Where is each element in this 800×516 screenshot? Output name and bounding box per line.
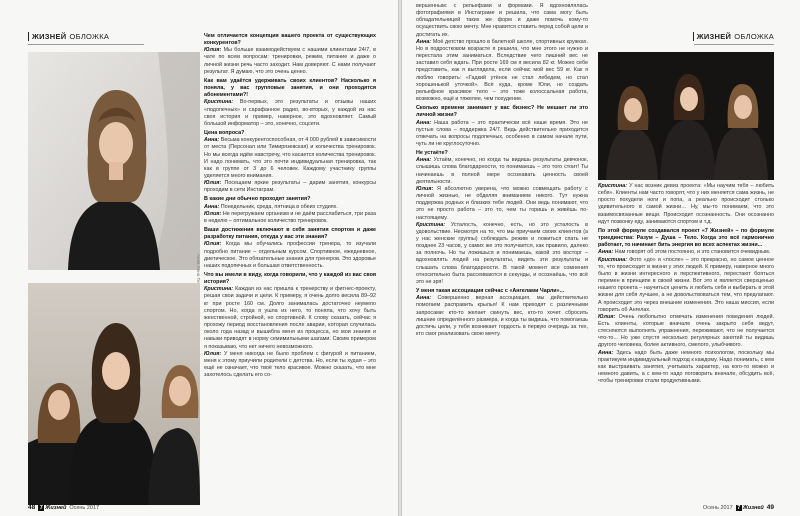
answer-paragraph — [416, 120, 588, 149]
speaker-name: Юлия: — [204, 241, 222, 248]
interview-question: Ваши достижения включают в себя занятия спортом и даже разработку питания, откуда у вас эти знания? — [204, 227, 376, 241]
answer-paragraph — [598, 350, 774, 386]
section-name: ЖИЗНЕЙ — [32, 32, 67, 41]
answer-text: Во-первых, это результаты и отзывы наших «подопечных» и сарафанное радио, во-вторых, у каждой из нас своя история и пример, наверное, это вдохновляет. Самый большой информатор – это, конечно, соцсети. — [204, 99, 376, 127]
page-footer — [703, 504, 774, 511]
answer-paragraph — [204, 211, 376, 225]
speaker-name: Юлия: — [204, 47, 222, 54]
header-divider — [28, 32, 29, 41]
speaker-name: Юлия: — [204, 350, 222, 357]
answer-text: Очень любопытно отмечать изменения поведения людей. Есть клиенты, которые вначале очень закрыто себя ведут, стесняются выполнять упражнения, переживают, что не получается что-то... Но уже спустя несколько регулярных занятий ты видишь другого человека, более активного, смелого, улыбчивого. — [598, 313, 774, 349]
page-number: 49 — [766, 504, 774, 511]
left-page — [0, 0, 398, 516]
speaker-name: Юлия: — [598, 313, 616, 320]
answer-text: Весьма конкурентоспособная, от 4 000 рублей в зависимости от места (Персонал или Тимирязевская) и количества тренировок. Но мы всегда идём навстречу, что касается количества тренировок. И надо понимать, что это почти индивидуальная тренировка, так как в группе от 3 до 6 человек. Каждому участнику группы уделяется много внимания. — [204, 137, 376, 179]
answer-paragraph — [598, 249, 774, 256]
speaker-name: Юлия: — [416, 185, 434, 192]
answer-paragraph — [204, 47, 376, 76]
right-page — [402, 0, 800, 516]
answer-text: Усталость, конечно, есть, но это усталость в удовольствие. Несмотря на то, что мы приучаем своих клиентов (а у нас женские группы) соблюдать режим и ложиться спать не позднее 23 часов, у самих же это получается, как правило, далеко за полночь. Но ты ложишься и понимаешь, какой это восторг – вдохновлять людей на результаты, видеть эти результаты и слышать слова благодарности. В такой момент все сомнения относительно быта рассеиваются в секунды, и осознаёшь, что всё это не зря! — [416, 221, 588, 285]
page-number: 48 — [28, 504, 36, 511]
speaker-name: Юлия: — [204, 180, 222, 187]
interview-question: У меня такая ассоциация сейчас с «Ангелами Чарли»... — [416, 288, 565, 295]
section-header — [28, 32, 109, 41]
interview-question: По этой формуле создавался проект «7 Жизней» – по формуле триединства: Разум – Душа – Тело. Когда это всё гармонично работает, то начинает бить энергия во всех аспектах жизни... — [598, 227, 774, 249]
speaker-name: Кристина: — [204, 99, 234, 106]
group-photo — [28, 283, 200, 505]
magazine-logo — [736, 505, 764, 511]
speaker-name: Анна: — [204, 137, 220, 144]
header-rule — [28, 44, 144, 45]
answer-paragraph — [416, 157, 588, 186]
answer-paragraph — [598, 314, 774, 350]
answer-text: Когда мы обучались профессии тренера, то изучали подробно питание – отдельным курсом. Спортивное, ежедневное, диетическое. Это обязательные знания для тренеров. Это здоровье наших подопечных и большая ответственность. — [204, 241, 376, 269]
logo-text: Жизней — [742, 504, 764, 511]
answer-paragraph — [204, 241, 376, 270]
answer-text: Нам говорят об этом постоянно, и это становится очевидным. — [614, 249, 771, 256]
answer-text: Совершенно верная ассоциация, мы действительно помогаем расправить крылья! К нам приходят с различными запросами: кто-то желает скинуть вес, кто-то хочет сбросить лишние определённого размера, и когда ты видишь, что помогаешь достичь цели, у тебя возникает гордость в первую очередь за тех, кто смог реализовать свою мечту. — [416, 295, 588, 338]
speaker-name: Анна: — [416, 38, 432, 45]
answer-paragraph — [204, 99, 376, 128]
article-column-middle — [416, 3, 588, 503]
answer-paragraph — [598, 257, 774, 314]
speaker-name: Кристина: — [598, 256, 628, 263]
answer-paragraph — [204, 351, 376, 380]
speaker-name: Анна: — [416, 157, 432, 164]
answer-paragraph — [416, 295, 588, 338]
section-label: ОБЛОЖКА — [69, 32, 110, 41]
answer-text: Наша работа – это практически всё наше время. Это не пустые слова – поддержка 24/7. Ведь действительно приходится отвечать на вопросы подопечных, особенно в самом начале пути, чуть ли не круглосуточно. — [416, 119, 588, 147]
interview-question: Что вы имели в виду, когда говорили, что у каждой из вас своя история? — [204, 272, 376, 286]
photo-credit: Анна Анна Ти — [196, 254, 201, 283]
speaker-name: Анна: — [416, 295, 432, 302]
answer-paragraph — [416, 222, 588, 286]
speaker-name: Юлия: — [204, 210, 222, 217]
continued-paragraph: вершенным: с рельефами и формами. Я вдохновлялась фотографиями в Инстаграме и решила, что сама могу быть обладательницей таких же форм и даже помочь кому-то осуществить свою мечту. Мне нравится ставить перед собой цели и достигать их. — [416, 3, 588, 38]
interview-question: Не устаёте? — [416, 150, 448, 157]
magazine-logo — [38, 505, 66, 511]
answer-text: Каждая из нас пришла к тренерству и фитнес-проекту, решая свои задачи и цели. К примеру, я очень долго весила 89–92 кг при росте 160 см. Долго занималась достаточно неумело спортом. Но, когда я ушла из него, то поняла, что хочу быть женственной, стройной, но спортивной. К слову сказать, сейчас я прохожу период восстановления после аварии, которая случилась около года назад и вышибла меня из процесса, но мои знания и навыки приводят в норму семимильными шагами. Своим примером я показываю, что нет ничего невозможного. — [204, 286, 376, 350]
answer-paragraph — [204, 286, 376, 350]
lead-question: Чем отличается концепция вашего проекта от существующих конкурентов? — [204, 33, 376, 47]
answer-paragraph — [416, 39, 588, 103]
speaker-name: Анна: — [598, 249, 614, 256]
answer-text: Фото «до» и «после» – это прекрасно, но самое ценное то, что происходит в жизни у этих людей. К примеру, наверное много было в жизни интересного и перспективного, перестают бояться перемен в принципе в своей жизни. Вот это и является сверхценью нашего проекта – научиться ценить и любить себя и выбирать в этой жизни для себя лучшее, а не довольствоваться тем, что предлагают. А происходит это через внешние изменения. Это наша миссия, если говорить об Ангелах. — [598, 256, 774, 313]
logo-seven: 7 — [737, 504, 741, 511]
section-header — [693, 32, 774, 41]
section-name: ЖИЗНЕЙ — [696, 32, 732, 41]
answer-text: Посещаем яркие результаты – дарим занятия, конкурсы проходим в сети Инстаграм. — [204, 180, 376, 194]
trio-photo — [598, 52, 774, 180]
answer-paragraph — [204, 137, 376, 180]
speaker-name: Анна: — [598, 349, 614, 356]
logo-text: Жизней — [45, 504, 67, 511]
answer-text: У меня никогда не было проблем с фигурой и питанием, меня к этому приучили родители с детства. Но, если ты худая – это ещё не означает, что твоё тело красивое. Можно сказать, что мне захотелось сделать его со- — [204, 350, 376, 379]
interview-question: Как вам удаётся удерживать своих клиентов? Насколько я поняла, у вас групповые занятия, и они проходятся абонементами?! — [204, 77, 376, 99]
header-rule — [694, 44, 774, 45]
speaker-name: Кристина: — [598, 183, 628, 189]
answer-text: Я абсолютно уверена, что можно совмещать работу с личной жизнью, не обделяя вниманием никого. Тут нужна поддержка родных и близких тебе людей. Они ведь понимают, что это не просто работа – это то, чем ты горишь и живёшь по-настоящему. — [416, 185, 588, 221]
answer-text: Устаём, конечно, но когда ты видишь результаты девчонок, слышишь слова благодарности, то понимаешь – это того стоит! Ты начинаешь в полной мере осознавать ценность своей деятельности. — [416, 157, 588, 185]
answer-text: Здесь надо быть даже немного психологом, поскольку мы практикуем индивидуальный подход к каждому. Надо понимать, с кем как выстраивать занятия, учитывать характер, на кого-то можно и немного давить, а с кем-то надо поговорить вначале, обсудить всё, чтобы тренировки стали продуктивными. — [598, 349, 774, 385]
speaker-name: Анна: — [416, 119, 432, 126]
interview-question: Сколько времени занимает у вас бизнес? Не мешает ли это личной жизни? — [416, 105, 588, 119]
speaker-name: Анна: — [204, 203, 220, 210]
answer-paragraph — [416, 186, 588, 222]
page-footer — [28, 504, 99, 511]
logo-seven: 7 — [39, 504, 43, 511]
issue-label: Осень 2017 — [702, 504, 733, 511]
answer-paragraph — [598, 183, 774, 226]
answer-text: Не перегружаем организм и не даём расслабиться, три раза в неделю – оптимальное количество тренировок. — [204, 210, 376, 224]
article-column-right — [598, 183, 774, 503]
section-label: ОБЛОЖКА — [734, 32, 774, 41]
speaker-name: Кристина: — [416, 221, 446, 228]
answer-text: У нас возник девиз проекта: «Мы научим тебя – любить себя». Клиенты нам часто говорят, что у них меняется сама жизнь, не просто похудели ноги и попа, а реально происходит столько удивительного в самой жизни… Ну, мы-то понимаем, что это взаимосвязанные вещи. Происходит осознанность. Они осознанно идут позвонку еду, занимаются спортом и т.д. — [598, 183, 774, 225]
header-divider — [693, 32, 694, 41]
answer-paragraph — [204, 180, 376, 194]
answer-paragraph — [204, 204, 376, 211]
interview-question: В какие дни обычно проходят занятия? — [204, 196, 311, 203]
answer-text: Мы больше взаимодействуем с нашими клиентами 24/7, в чате по всем вопросам: тренировки, режим, питание и даже о личной жизни речь часто заходит. Нам доверяют. С нами получают результат. Я думаю, что это очень ценно. — [204, 47, 376, 75]
issue-label: Осень 2017 — [69, 504, 100, 511]
answer-text: Моё детство прошло в балетной школе, спортивных кружках. Но в подростковом возрасте я решила, что мне этого не нужно и перестала этим заниматься. Вследствие чего лишний вес не заставил себя ждать. При росте 169 см я весила 82 кг. Можно себе представить, как я выглядела, если сейчас мой вес 59 кг. Как я люблю говорить: «Гадкий утёнок не стал лебедем, но стал хорошенькой уточкой». Всё куда, кроме Юли, но создать рельефное красивое тело – это тоже колоссальная работа, возможно, ещё и тяжелее, чем похудение. — [416, 38, 588, 103]
interview-question: Цена вопроса? — [204, 130, 245, 137]
article-column-left — [204, 33, 376, 503]
speaker-name: Кристина: — [204, 286, 234, 293]
portrait-photo-single — [28, 52, 200, 270]
answer-text: Понедельник, среда, пятница в обеих студиях. — [220, 203, 338, 210]
